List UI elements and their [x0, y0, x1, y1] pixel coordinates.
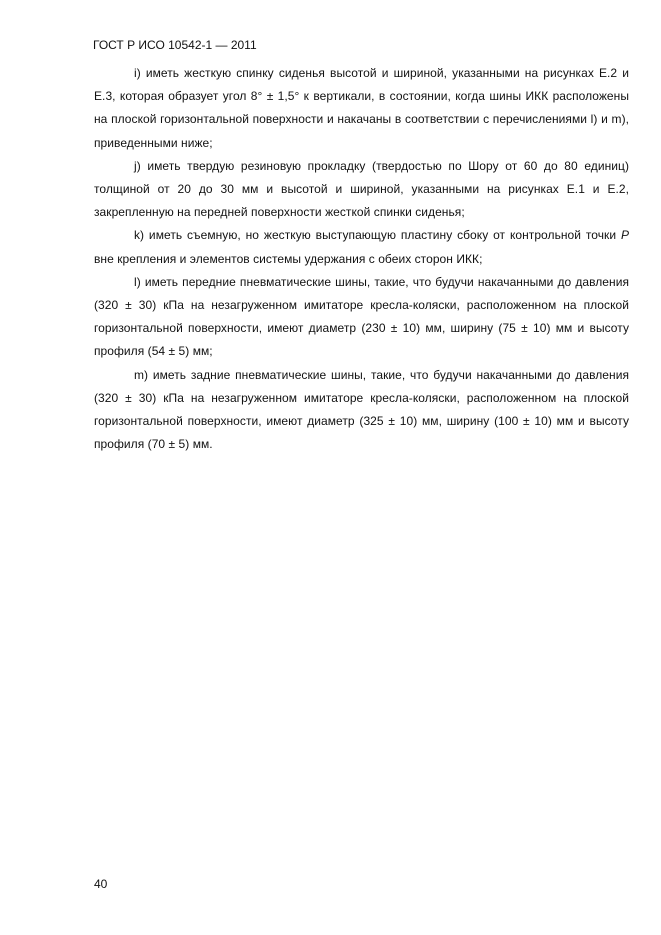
list-item-i: i) иметь жесткую спинку сиденья высотой и шириной, указанными на рисунках Е.2 и Е.3, которая образует угол 8° ± 1,5° к вертикали, в состоянии, когда шины ИКК расположены на плоской горизонтальной поверхности и накачаны в соответствии с перечислениями l) и m), приведенными ниже; [94, 66, 629, 150]
reference-point-symbol: P [620, 228, 629, 243]
document-header: ГОСТ Р ИСО 10542-1 — 2011 [93, 38, 257, 52]
list-item-m: m) иметь задние пневматические шины, такие, что будучи накачанными до давления (320 ± 30) кПа на незагруженном имитаторе кресла-коляски, расположенном на плоской горизонтальной поверхности, имеют диаметр (325 ± 10) мм, ширину (100 ± 10) мм и высоту профиля (70 ± 5) мм. [94, 367, 629, 452]
list-item-k [94, 224, 629, 270]
page-number: 40 [94, 877, 108, 891]
list-item-k-text-end: вне крепления и элементов системы удержания с обеих сторон ИКК; [94, 251, 483, 266]
list-item-l: l) иметь передние пневматические шины, такие, что будучи накачанными до давления (320 ± 30) кПа на незагруженном имитаторе кресла-коляски, расположенном на плоской горизонтальной поверхности, имеют диаметр (230 ± 10) мм, ширину (75 ± 10) мм и высоту профиля (54 ± 5) мм; [94, 274, 629, 359]
document-body [94, 62, 629, 456]
list-item-j: j) иметь твердую резиновую прокладку (твердостью по Шору от 60 до 80 единиц) толщиной от 20 до 30 мм и высотой и шириной, указанными на рисунках Е.1 и Е.2, закрепленную на передней поверхности жесткой спинки сиденья; [94, 158, 629, 220]
list-item-k-text-start: k) иметь съемную, но жесткую выступающую пластину сбоку от контрольной точки [134, 228, 621, 243]
